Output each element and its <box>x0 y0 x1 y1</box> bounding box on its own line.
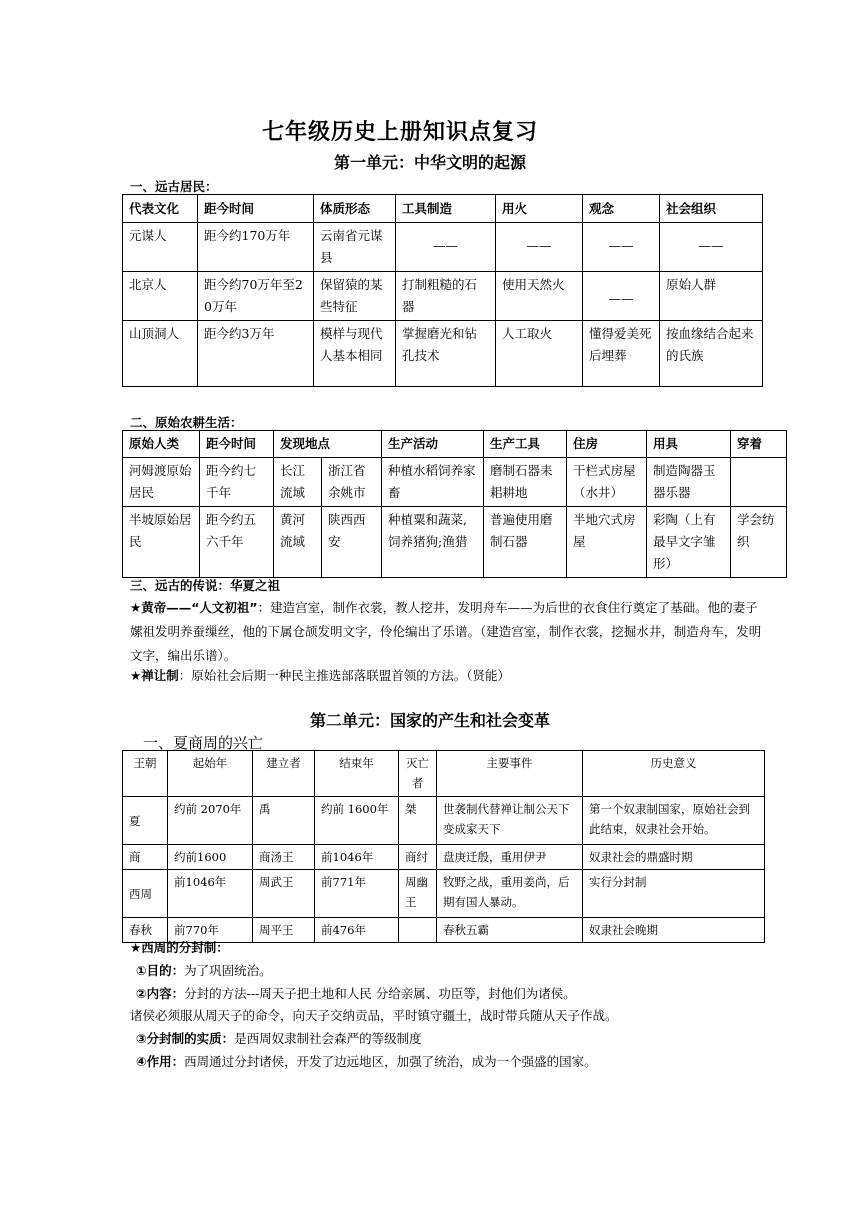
table-cell: 西周 <box>123 870 168 918</box>
fengjian-purpose <box>136 961 272 981</box>
table-cell: 半坡原始居民 <box>123 507 200 578</box>
table-cell: 约前1600 <box>168 845 253 870</box>
primitive-farming-table <box>122 430 787 578</box>
section-heading-xia-shang-zhou: 一、夏商周的兴亡 <box>143 734 264 752</box>
table-cell: 磨制石器耒耜耕地 <box>484 458 567 507</box>
column-header: 用火 <box>496 195 583 223</box>
shanrang-paragraph <box>130 664 766 688</box>
column-header: 主要事件 <box>437 751 583 797</box>
table-row <box>123 321 763 387</box>
column-header: 结束年 <box>315 751 399 797</box>
table-cell: 彩陶（上有最早文字雏形） <box>647 507 731 578</box>
table-cell <box>660 223 763 272</box>
table-row <box>123 507 787 578</box>
column-header: 灭亡者 <box>399 751 437 797</box>
table-header-row <box>123 751 765 797</box>
table-cell: 打制粗糙的石器 <box>396 272 496 321</box>
table-cell: 春秋五霸 <box>437 918 583 943</box>
table-cell: 距今约170万年 <box>198 223 314 272</box>
table-cell: 前1046年 <box>168 870 253 918</box>
table-cell: 种植水稻饲养家畜 <box>382 458 484 507</box>
table-cell: 禹 <box>253 797 315 845</box>
table-cell: 学会纺织 <box>731 507 787 578</box>
table-cell: 陕西西安 <box>322 507 382 578</box>
column-header: 起始年 <box>168 751 253 797</box>
table-cell: 距今约五六千年 <box>200 507 274 578</box>
table-cell: 前1046年 <box>315 845 399 870</box>
table-cell: 普遍使用磨制石器 <box>484 507 567 578</box>
unit1-title: 第一单元：中华文明的起源 <box>333 153 526 172</box>
section-heading-primitive-farming: 二、原始农耕生活： <box>130 415 243 430</box>
essence-text: 是西周奴隶制社会森严的等级制度 <box>234 1031 422 1046</box>
dash-mark: —— <box>526 238 552 253</box>
table-cell: 周武王 <box>253 870 315 918</box>
shanrang-label: ★禅让制 <box>130 668 179 683</box>
dash-mark: —— <box>608 238 634 253</box>
table-cell: 夏 <box>123 797 168 845</box>
column-header: 建立者 <box>253 751 315 797</box>
dash-mark: —— <box>433 238 458 253</box>
column-header: 原始人类 <box>123 431 200 458</box>
table-cell: 商纣 <box>399 845 437 870</box>
column-header: 代表文化 <box>123 195 198 223</box>
table-cell: 奴隶社会晚期 <box>583 918 765 943</box>
table-cell: 北京人 <box>123 272 198 321</box>
dash-mark: —— <box>698 238 724 253</box>
shanrang-text: ：原始社会后期一种民主推选部落联盟首领的方法。（贤能） <box>178 668 510 683</box>
table-cell: 山顶洞人 <box>123 321 198 387</box>
column-header: 生产工具 <box>484 431 567 458</box>
table-cell: 商 <box>123 845 168 870</box>
essence-label: ③分封制的实质： <box>136 1031 235 1046</box>
purpose-label: ①目的： <box>136 963 185 978</box>
table-cell: 约前 2070年 <box>168 797 253 845</box>
table-cell <box>731 458 787 507</box>
fengjian-content <box>136 984 576 1004</box>
column-header: 历史意义 <box>583 751 765 797</box>
table-cell: 周平王 <box>253 918 315 943</box>
column-header: 距今时间 <box>200 431 274 458</box>
fengjian-content-continued: 诸侯必须服从周天子的命令，向天子交纳贡品，平时镇守疆土，战时带兵随从天子作战。 <box>130 1008 618 1023</box>
table-cell: 周幽王 <box>399 870 437 918</box>
table-cell: 前771年 <box>315 870 399 918</box>
table-row <box>123 870 765 918</box>
table-row <box>123 272 763 321</box>
unit2-title: 第二单元：国家的产生和社会变革 <box>309 711 550 730</box>
column-header: 观念 <box>583 195 660 223</box>
table-cell: 干栏式房屋（水井） <box>567 458 647 507</box>
table-cell: 长江流域 <box>274 458 322 507</box>
table-cell: 云南省元谋县 <box>314 223 396 272</box>
column-header: 社会组织 <box>660 195 763 223</box>
table-cell: 使用天然火 <box>496 272 583 321</box>
table-cell <box>583 223 660 272</box>
table-cell <box>396 223 496 272</box>
huangdi-paragraph <box>130 596 766 668</box>
table-cell: 桀 <box>399 797 437 845</box>
table-cell: 元谋人 <box>123 223 198 272</box>
table-cell: 原始人群 <box>660 272 763 321</box>
section-heading-ancient-residents: 一、远古居民： <box>130 179 218 194</box>
table-cell: 距今约70万年至20万年 <box>198 272 314 321</box>
column-header: 距今时间 <box>198 195 314 223</box>
dash-mark: —— <box>608 291 634 306</box>
table-row <box>123 797 765 845</box>
table-cell: 模样与现代人基本相同 <box>314 321 396 387</box>
section-heading-legends: 三、远古的传说：华夏之祖 <box>130 578 281 593</box>
column-header: 住房 <box>567 431 647 458</box>
table-cell: 黄河流域 <box>274 507 322 578</box>
effect-text: 西周通过分封诸侯，开发了边远地区，加强了统治，成为一个强盛的国家。 <box>184 1054 597 1069</box>
table-cell <box>399 918 437 943</box>
table-cell: 前770年 <box>168 918 253 943</box>
table-row <box>123 845 765 870</box>
table-cell: 盘庚迁殷，重用伊尹 <box>437 845 583 870</box>
table-cell: 半地穴式房屋 <box>567 507 647 578</box>
huangdi-label: ★黄帝——“人文初祖” <box>130 600 258 615</box>
purpose-text: 为了巩固统治。 <box>184 963 272 978</box>
fengjian-effect <box>136 1052 597 1072</box>
fengjian-essence <box>136 1029 422 1049</box>
table-row <box>123 458 787 507</box>
effect-label: ④作用： <box>136 1054 185 1069</box>
dynasties-table <box>122 750 765 943</box>
table-cell <box>496 223 583 272</box>
huangdi-text: ：建造宫室，制作衣裳，教人挖井，发明舟车——为后世的衣食住行奠定了基础。他的妻子嫘祖发明养蚕缫丝，他的下属仓颉发明文字，伶伦编出了乐谱。（建造宫室，制作衣裳，挖掘水井，制造舟车，发明文字，编出乐谱）。 <box>130 600 762 663</box>
table-row <box>123 223 763 272</box>
table-cell: 按血缘结合起来的氏族 <box>660 321 763 387</box>
column-header: 体质形态 <box>314 195 396 223</box>
table-cell: 前476年 <box>315 918 399 943</box>
table-header-row <box>123 195 763 223</box>
table-cell: 第一个奴隶制国家，原始社会到此结束，奴隶社会开始。 <box>583 797 765 845</box>
column-header: 用具 <box>647 431 731 458</box>
table-header-row <box>123 431 787 458</box>
table-cell: 人工取火 <box>496 321 583 387</box>
table-cell: 实行分封制 <box>583 870 765 918</box>
content-label: ②内容： <box>136 986 185 1001</box>
table-cell: 保留猿的某些特征 <box>314 272 396 321</box>
table-cell: 距今约3万年 <box>198 321 314 387</box>
ancient-residents-table <box>122 194 763 387</box>
column-header: 工具制造 <box>396 195 496 223</box>
table-cell: 世袭制代替禅让制公天下变成家天下 <box>437 797 583 845</box>
table-cell: 约前 1600年 <box>315 797 399 845</box>
table-cell: 种植粟和蔬菜,饲养猪狗;渔猎 <box>382 507 484 578</box>
fengjian-heading: ★西周的分封制： <box>130 940 229 955</box>
table-cell: 牧野之战，重用姜尚，后期有国人暴动。 <box>437 870 583 918</box>
table-cell: 懂得爱美死后埋葬 <box>583 321 660 387</box>
content-text: 分封的方法---周天子把土地和人民 分给亲属、功臣等，封他们为诸侯。 <box>184 986 576 1001</box>
table-cell: 距今约七千年 <box>200 458 274 507</box>
column-header: 发现地点 <box>274 431 382 458</box>
table-cell: 掌握磨光和钻孔技术 <box>396 321 496 387</box>
table-cell: 浙江省余姚市 <box>322 458 382 507</box>
table-cell: 奴隶社会的鼎盛时期 <box>583 845 765 870</box>
table-cell: 商汤王 <box>253 845 315 870</box>
column-header: 生产活动 <box>382 431 484 458</box>
column-header: 王朝 <box>123 751 168 797</box>
column-header: 穿着 <box>731 431 787 458</box>
table-cell: 春秋 <box>123 918 168 943</box>
table-cell: 河姆渡原始居民 <box>123 458 200 507</box>
document-title: 七年级历史上册知识点复习 <box>261 120 538 145</box>
table-cell: 制造陶器玉器乐器 <box>647 458 731 507</box>
table-cell <box>583 272 660 321</box>
